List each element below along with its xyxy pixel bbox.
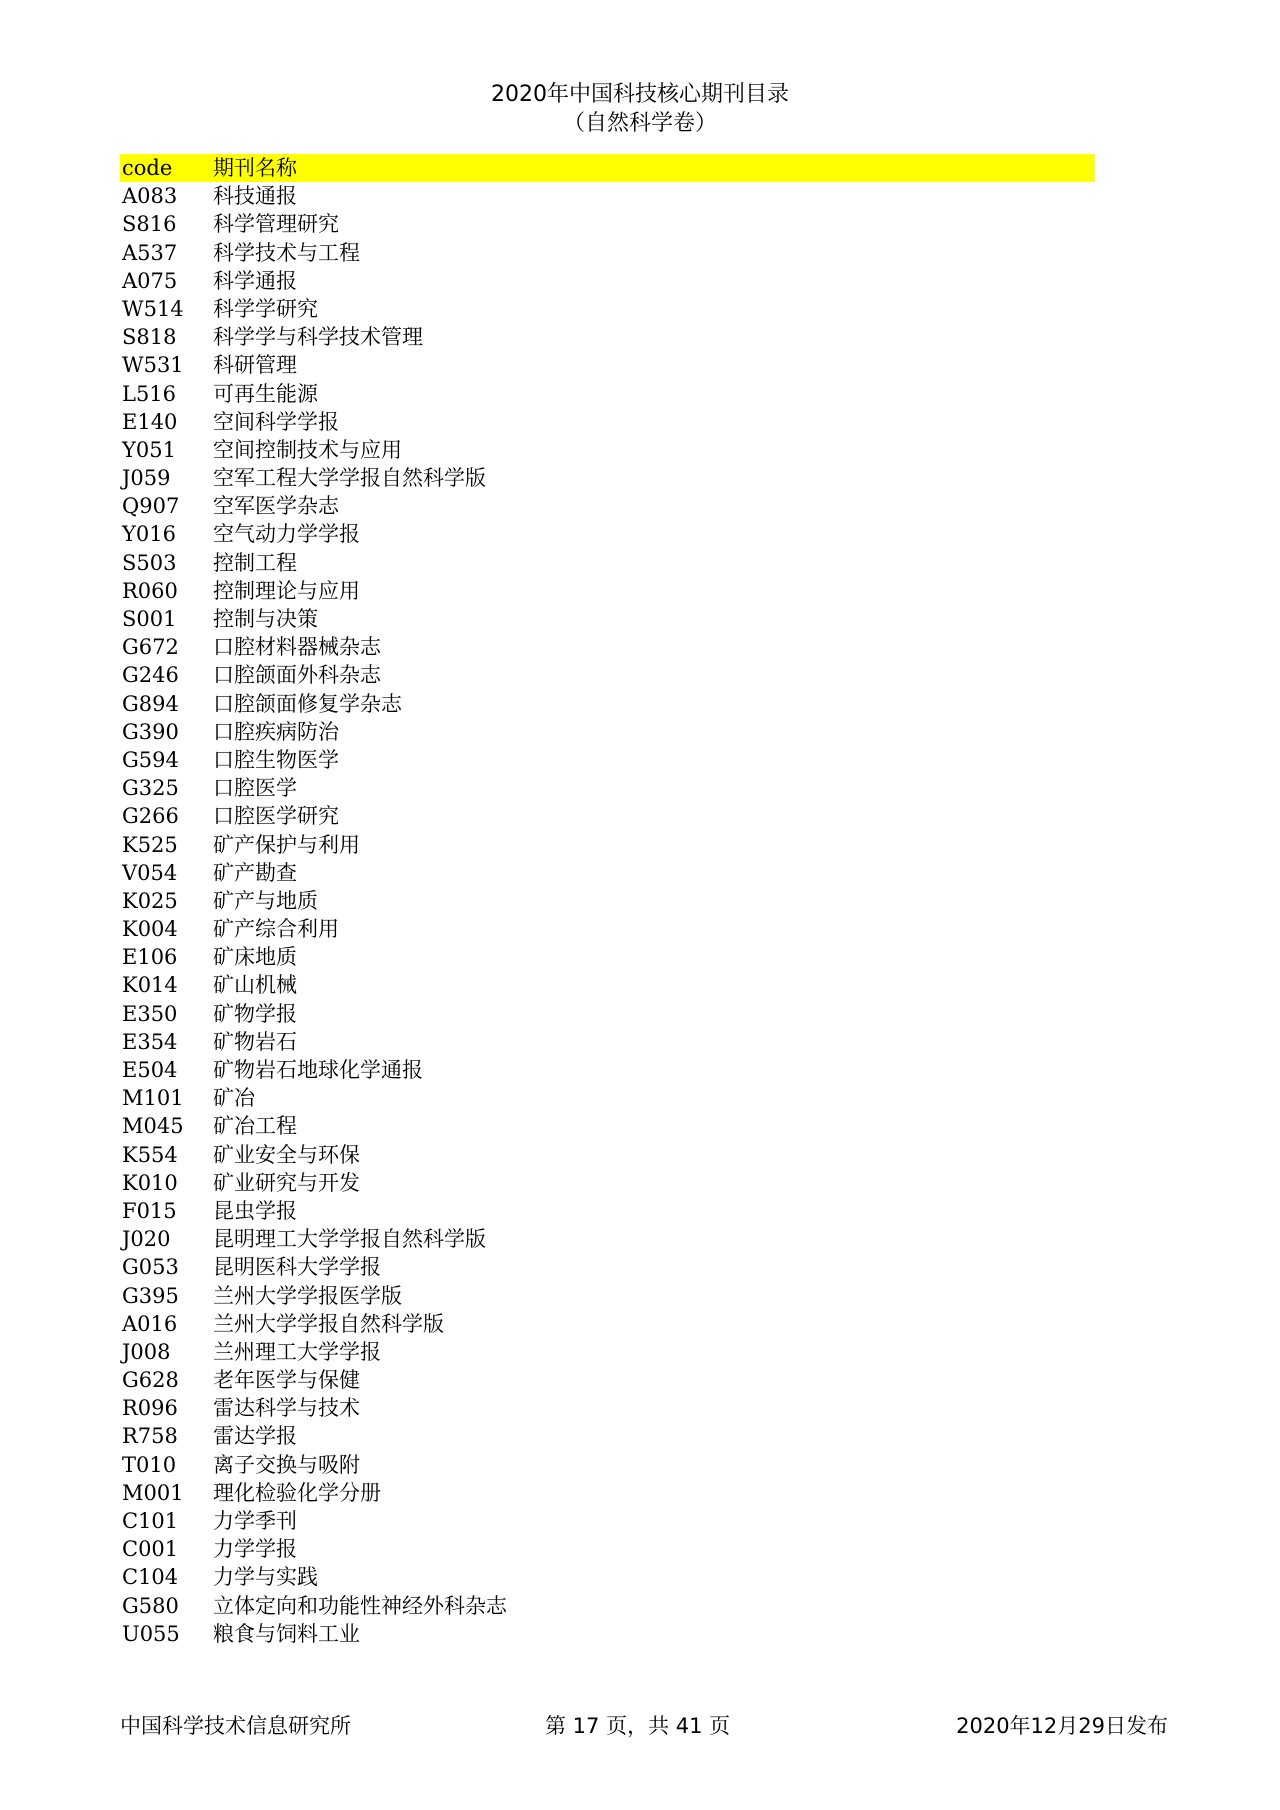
journal-code: Q907 (122, 494, 180, 519)
journal-name: 口腔颌面外科杂志 (213, 663, 381, 688)
journal-name: 空间控制技术与应用 (213, 437, 402, 462)
table-row (120, 1282, 1095, 1310)
journal-code: G325 (122, 776, 179, 801)
table-row (120, 1479, 1095, 1507)
journal-name: 空军工程大学学报自然科学版 (213, 466, 486, 491)
table-row (120, 633, 1095, 661)
journal-code: K554 (122, 1142, 178, 1167)
table-row (120, 239, 1095, 267)
journal-name: 离子交换与吸附 (213, 1452, 360, 1477)
journal-code: F015 (122, 1198, 177, 1223)
table-row (120, 351, 1095, 379)
journal-name: 理化检验化学分册 (213, 1480, 381, 1505)
journal-name: 矿冶 (213, 1086, 255, 1111)
journal-code: R096 (122, 1396, 178, 1421)
table-row (120, 1338, 1095, 1366)
table-row (120, 1141, 1095, 1169)
table-row (120, 520, 1095, 548)
journal-name: 空气动力学学报 (213, 522, 360, 547)
journal-name: 矿业研究与开发 (213, 1170, 360, 1195)
journal-name: 矿山机械 (213, 973, 297, 998)
table-row (120, 1000, 1095, 1028)
journal-name: 口腔颌面修复学杂志 (213, 691, 402, 716)
table-row (120, 690, 1095, 718)
table-row (120, 661, 1095, 689)
table-row (120, 295, 1095, 323)
journal-name: 昆虫学报 (213, 1198, 297, 1223)
table-row (120, 1028, 1095, 1056)
table-row (120, 1253, 1095, 1281)
table-row (120, 267, 1095, 295)
journal-code: G580 (122, 1593, 179, 1618)
journal-name: 口腔医学研究 (213, 804, 339, 829)
journal-name: 老年医学与保健 (213, 1368, 360, 1393)
table-row (120, 1507, 1095, 1535)
footer-page-number: 第 17 页，共 41 页 (545, 1714, 731, 1738)
journal-table (120, 154, 1095, 1648)
page-subtitle: （自然科学卷） (562, 111, 717, 136)
journal-name: 科学学与科学技术管理 (213, 325, 423, 350)
journal-code: A083 (122, 184, 178, 209)
journal-code: S818 (122, 325, 177, 350)
table-row (120, 831, 1095, 859)
journal-name: 科学技术与工程 (213, 240, 360, 265)
journal-code: W514 (122, 296, 184, 321)
table-row (120, 436, 1095, 464)
table-row (120, 1310, 1095, 1338)
table-row (120, 1620, 1095, 1648)
journal-code: K010 (122, 1170, 178, 1195)
journal-code: C101 (122, 1509, 179, 1533)
journal-code: G395 (122, 1283, 179, 1308)
table-row (120, 887, 1095, 915)
journal-name: 矿业安全与环保 (213, 1142, 360, 1167)
journal-name: 雷达科学与技术 (213, 1396, 360, 1421)
journal-code: C104 (122, 1565, 179, 1590)
journal-name: 矿产与地质 (213, 888, 318, 913)
journal-name: 科学学研究 (213, 296, 318, 321)
journal-code: J020 (122, 1227, 171, 1252)
journal-name: 矿物岩石 (213, 1029, 297, 1054)
table-row (120, 1225, 1095, 1253)
journal-name: 矿冶工程 (213, 1114, 297, 1139)
journal-code: E504 (122, 1058, 178, 1082)
journal-name: 昆明医科大学学报 (213, 1255, 381, 1280)
journal-code: E350 (122, 1001, 178, 1026)
table-row (120, 971, 1095, 999)
journal-code: E106 (122, 945, 178, 970)
table-row (120, 1535, 1095, 1563)
journal-code: G894 (122, 691, 179, 716)
table-row (120, 915, 1095, 943)
journal-name: 矿产综合利用 (213, 917, 339, 942)
journal-name: 矿产勘查 (213, 860, 297, 885)
journal-name: 立体定向和功能性神经外科杂志 (213, 1593, 507, 1618)
table-row (120, 943, 1095, 971)
journal-name: 科研管理 (213, 353, 297, 378)
column-header-code: code (122, 156, 173, 180)
journal-code: S001 (122, 607, 177, 631)
table-row (120, 1592, 1095, 1620)
table-row (120, 210, 1095, 238)
table-row (120, 802, 1095, 830)
journal-code: J008 (122, 1339, 171, 1364)
table-row (120, 1366, 1095, 1394)
journal-name: 力学与实践 (213, 1565, 318, 1590)
journal-name: 力学季刊 (213, 1509, 297, 1533)
journal-name: 口腔生物医学 (213, 747, 339, 772)
journal-name: 兰州理工大学学报 (213, 1339, 381, 1364)
journal-name: 口腔医学 (213, 776, 297, 801)
journal-code: R060 (122, 578, 178, 603)
table-row (120, 718, 1095, 746)
journal-name: 昆明理工大学学报自然科学版 (213, 1227, 486, 1252)
journal-name: 矿物学报 (213, 1001, 297, 1026)
table-row (120, 549, 1095, 577)
journal-name: 粮食与饲料工业 (213, 1621, 360, 1646)
journal-code: G594 (122, 747, 179, 772)
table-row (120, 408, 1095, 436)
journal-code: A537 (122, 240, 178, 265)
journal-name: 科学管理研究 (213, 212, 339, 237)
journal-code: M101 (122, 1086, 184, 1111)
journal-name: 矿产保护与利用 (213, 832, 360, 857)
table-header-row (120, 154, 1095, 182)
journal-code: K014 (122, 973, 178, 998)
table-row (120, 746, 1095, 774)
table-row (120, 774, 1095, 802)
table-row (120, 1422, 1095, 1450)
journal-name: 力学学报 (213, 1537, 297, 1562)
journal-name: 矿物岩石地球化学通报 (213, 1058, 423, 1082)
journal-code: U055 (122, 1621, 180, 1646)
journal-name: 矿床地质 (213, 945, 297, 970)
table-row (120, 1563, 1095, 1591)
column-header-name: 期刊名称 (213, 156, 297, 180)
journal-code: E354 (122, 1029, 178, 1054)
table-row (120, 577, 1095, 605)
table-row (120, 1169, 1095, 1197)
journal-code: S816 (122, 212, 177, 237)
table-row (120, 859, 1095, 887)
table-row (120, 1451, 1095, 1479)
journal-code: M045 (122, 1114, 184, 1139)
journal-code: K525 (122, 832, 178, 857)
table-row (120, 605, 1095, 633)
journal-code: W531 (122, 353, 184, 378)
journal-code: L516 (122, 381, 177, 406)
journal-code: G628 (122, 1368, 179, 1393)
journal-code: E140 (122, 409, 178, 434)
journal-name: 雷达学报 (213, 1424, 297, 1449)
journal-code: C001 (122, 1537, 179, 1562)
journal-code: M001 (122, 1480, 184, 1505)
journal-code: G672 (122, 635, 179, 660)
journal-name: 科技通报 (213, 184, 297, 209)
table-row (120, 464, 1095, 492)
table-row (120, 323, 1095, 351)
page-title: 2020年中国科技核心期刊目录 (491, 82, 789, 107)
journal-code: G266 (122, 804, 179, 829)
journal-name: 控制与决策 (213, 607, 318, 631)
journal-name: 可再生能源 (213, 381, 318, 406)
table-row (120, 380, 1095, 408)
journal-name: 空间科学学报 (213, 409, 339, 434)
journal-name: 兰州大学学报医学版 (213, 1283, 402, 1308)
table-row (120, 182, 1095, 210)
table-row (120, 1056, 1095, 1084)
journal-code: G053 (122, 1255, 179, 1280)
journal-name: 控制理论与应用 (213, 578, 360, 603)
journal-code: S503 (122, 550, 177, 575)
table-row (120, 1394, 1095, 1422)
table-row (120, 492, 1095, 520)
journal-name: 控制工程 (213, 550, 297, 575)
footer-publisher: 中国科学技术信息研究所 (120, 1714, 351, 1738)
journal-code: G246 (122, 663, 179, 688)
table-row (120, 1197, 1095, 1225)
journal-code: A016 (122, 1311, 178, 1336)
journal-code: K004 (122, 917, 178, 942)
journal-code: V054 (122, 860, 178, 885)
table-row (120, 1112, 1095, 1140)
journal-code: G390 (122, 719, 179, 744)
footer-release-date: 2020年12月29日发布 (956, 1714, 1168, 1738)
journal-name: 科学通报 (213, 268, 297, 293)
journal-code: Y016 (122, 522, 176, 547)
journal-name: 兰州大学学报自然科学版 (213, 1311, 444, 1336)
journal-code: Y051 (122, 437, 176, 462)
journal-name: 空军医学杂志 (213, 494, 339, 519)
table-row (120, 1084, 1095, 1112)
journal-code: A075 (122, 268, 178, 293)
journal-code: T010 (122, 1452, 177, 1477)
journal-code: K025 (122, 888, 178, 913)
journal-name: 口腔疾病防治 (213, 719, 339, 744)
journal-name: 口腔材料器械杂志 (213, 635, 381, 660)
journal-code: J059 (122, 466, 171, 491)
journal-code: R758 (122, 1424, 178, 1449)
